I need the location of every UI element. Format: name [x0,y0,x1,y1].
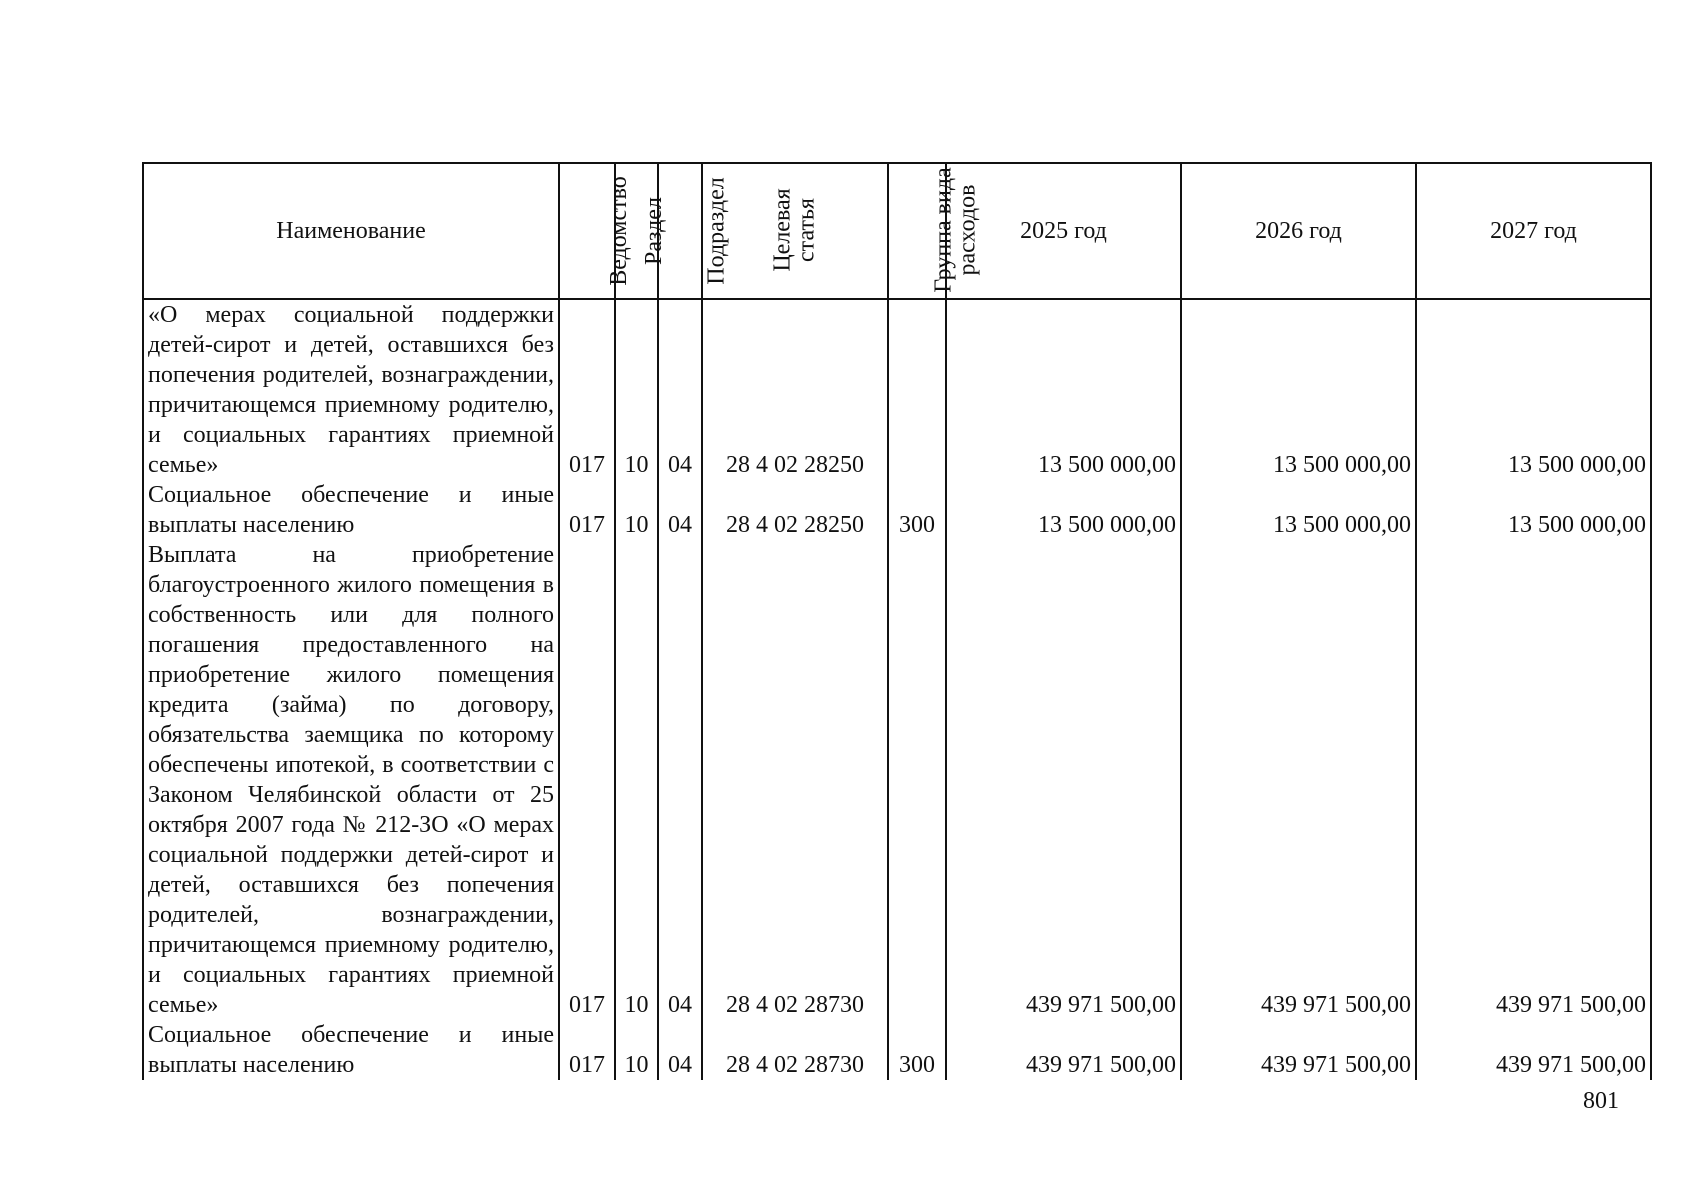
table-row [143,480,1651,540]
row-podrazdel: 04 [658,299,702,480]
header-vedomstvo: Ведомство [559,163,615,299]
row-gruppa [888,299,946,480]
header-podrazdel: Подраздел [658,163,702,299]
row-celevaya-statya: 28 4 02 28730 [702,1020,888,1080]
row-amount-2025: 439 971 500,00 [946,540,1181,1020]
row-amount-2025: 13 500 000,00 [946,480,1181,540]
row-amount-2025: 13 500 000,00 [946,299,1181,480]
header-2026: 2026 год [1181,163,1416,299]
row-amount-2025: 439 971 500,00 [946,1020,1181,1080]
row-amount-2027: 13 500 000,00 [1416,480,1651,540]
table-row [143,299,1651,480]
row-name: Социальное обеспечение и иные выплаты населению [143,1020,559,1080]
header-celevaya-line1: Целевая [769,187,796,272]
table-row [143,540,1651,1020]
row-razdel: 10 [615,1020,658,1080]
row-amount-2026: 13 500 000,00 [1181,480,1416,540]
row-amount-2026: 13 500 000,00 [1181,299,1416,480]
row-gruppa: 300 [888,480,946,540]
budget-table [142,162,1652,1080]
header-2025: 2025 год [946,163,1181,299]
row-amount-2027: 13 500 000,00 [1416,299,1651,480]
page-number: 801 [1583,1088,1619,1114]
header-razdel: Раздел [615,163,658,299]
header-celevaya-statya [702,163,888,299]
row-gruppa [888,540,946,1020]
row-amount-2026: 439 971 500,00 [1181,540,1416,1020]
row-name: Социальное обеспечение и иные выплаты населению [143,480,559,540]
row-razdel: 10 [615,299,658,480]
row-amount-2027: 439 971 500,00 [1416,1020,1651,1080]
row-podrazdel: 04 [658,1020,702,1080]
row-razdel: 10 [615,480,658,540]
header-2027: 2027 год [1416,163,1651,299]
row-podrazdel: 04 [658,540,702,1020]
row-vedomstvo: 017 [559,540,615,1020]
header-celevaya-line2: статья [793,197,820,262]
header-gruppa-vida-rashodov [888,163,981,299]
table-header-row [143,163,1651,299]
table-row [143,1020,1651,1080]
row-vedomstvo: 017 [559,480,615,540]
header-name: Наименование [143,163,559,299]
row-name: «О мерах социальной поддержки детей-сирот и детей, оставшихся без попечения родителей, вознаграждении, причитающемся приемному родителю, и социальных гарантиях приемной семье» [143,299,559,480]
row-gruppa: 300 [888,1020,946,1080]
row-celevaya-statya: 28 4 02 28730 [702,540,888,1020]
row-podrazdel: 04 [658,480,702,540]
row-amount-2026: 439 971 500,00 [1181,1020,1416,1080]
header-gruppa-line1: Группа вида [930,166,957,293]
row-name: Выплата на приобретение благоустроенного жилого помещения в собственность или для полного погашения предоставленного на приобретение жилого помещения кредита (займа) по договору, обязательства заемщика по которому обеспечены ипотекой, в соответствии с Законом Челябинской области от 25 октября 2007 года № 212-ЗО «О мерах социальной поддержки детей-сирот и детей, оставшихся без попечения родителей, вознаграждении, причитающемся приемному родителю, и социальных гарантиях приемной семье» [143,540,559,1020]
header-gruppa-line2: расходов [954,184,981,275]
row-celevaya-statya: 28 4 02 28250 [702,480,888,540]
row-amount-2027: 439 971 500,00 [1416,540,1651,1020]
row-vedomstvo: 017 [559,299,615,480]
row-celevaya-statya: 28 4 02 28250 [702,299,888,480]
row-vedomstvo: 017 [559,1020,615,1080]
row-razdel: 10 [615,540,658,1020]
